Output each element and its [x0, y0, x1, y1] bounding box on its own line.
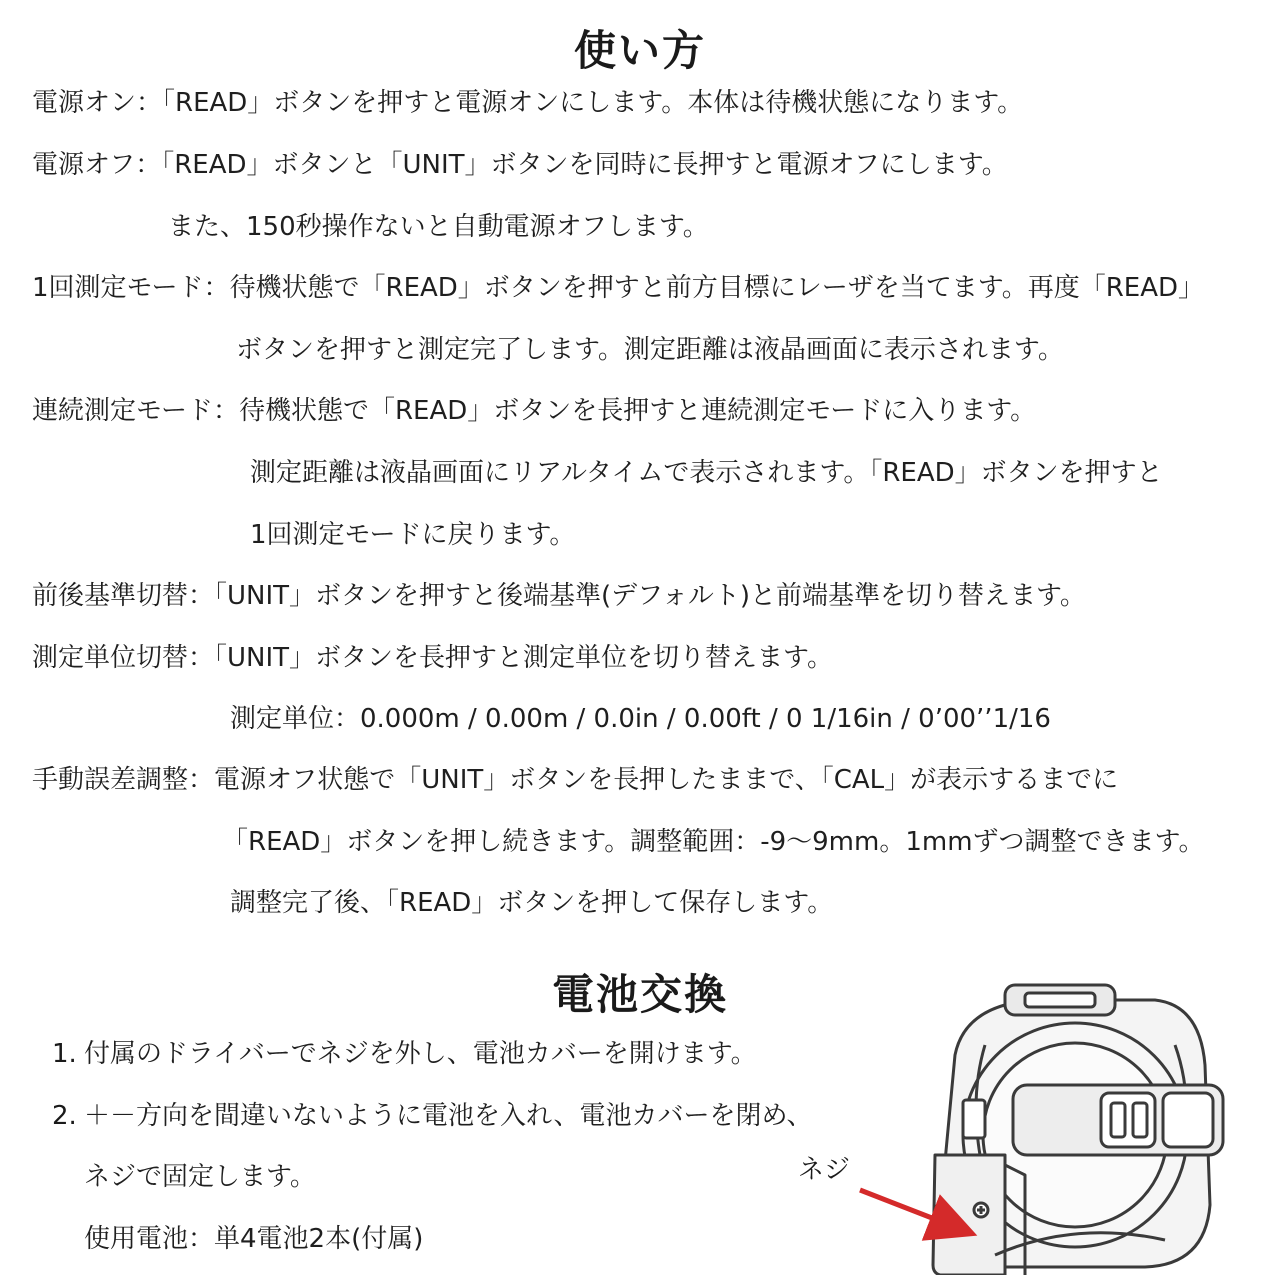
battery-note: 使用電池：単4電池2本(付属) — [84, 1224, 424, 1254]
step-2-text: ＋－方向を間違いないように電池を入れ、電池カバーを閉め、 — [84, 1101, 813, 1131]
unit-switch-line: 測定単位切替：「UNIT」ボタンを長押すと測定単位を切り替えます。 — [32, 643, 833, 673]
step-2-cont: ネジで固定します。 — [84, 1162, 316, 1192]
reference-switch-line: 前後基準切替：「UNIT」ボタンを押すと後端基準(デフォルト)と前端基準を切り替えます。 — [32, 581, 1086, 611]
usage-title: 使い方 — [573, 26, 706, 75]
step-1-number: 1. — [52, 1039, 77, 1069]
power-on-line: 電源オン：「READ」ボタンを押すと電源オンにします。本体は待機状態になります。 — [32, 88, 1024, 118]
continuous-measure-cont2: 1回測定モードに戻ります。 — [250, 520, 576, 550]
continuous-measure-line: 連続測定モード：待機状態で「READ」ボタンを長押すと連続測定モードに入ります。 — [32, 396, 1037, 426]
auto-off-line: また、150秒操作ないと自動電源オフします。 — [168, 212, 709, 242]
power-off-line: 電源オフ：「READ」ボタンと「UNIT」ボタンを同時に長押すと電源オフにします。 — [32, 150, 1008, 180]
continuous-measure-cont: 測定距離は液晶画面にリアルタイムで表示されます。「READ」ボタンを押すと — [250, 458, 1163, 488]
screw-arrow-icon — [850, 1180, 990, 1250]
single-measure-cont: ボタンを押すと測定完了します。測定距離は液晶画面に表示されます。 — [236, 335, 1064, 365]
calibration-line: 手動誤差調整：電源オフ状態で「UNIT」ボタンを長押したままで、「CAL」が表示するまでに — [32, 765, 1119, 795]
calibration-cont2: 調整完了後、「READ」ボタンを押して保存します。 — [230, 888, 834, 918]
step-1-text: 付属のドライバーでネジを外し、電池カバーを開けます。 — [84, 1039, 757, 1069]
unit-list-line: 測定単位：0.000m / 0.00m / 0.0in / 0.00ft / 0 1/16in / 0’00’’1/16 — [230, 704, 1051, 734]
single-measure-line: 1回測定モード：待機状態で「READ」ボタンを押すと前方目標にレーザを当てます。再度「READ」 — [32, 273, 1205, 303]
battery-title: 電池交換 — [551, 970, 728, 1019]
screw-label: ネジ — [798, 1155, 851, 1185]
calibration-cont: 「READ」ボタンを押し続きます。調整範囲：-9～9mm。1mmずつ調整できます。 — [222, 827, 1205, 857]
step-2-number: 2. — [52, 1101, 77, 1131]
